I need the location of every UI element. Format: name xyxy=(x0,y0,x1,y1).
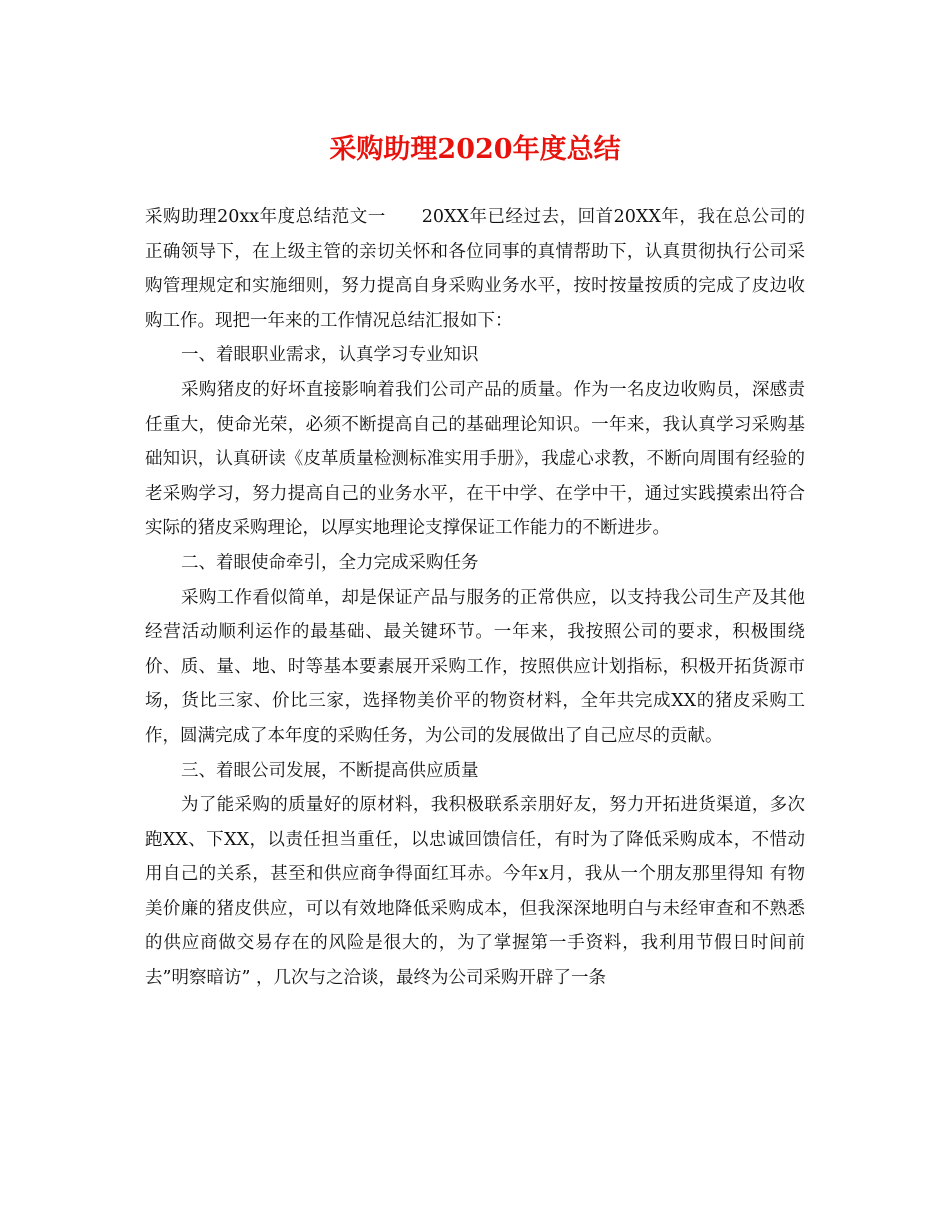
document-body xyxy=(145,200,805,996)
section-heading-1: 一、着眼职业需求，认真学习专业知识 xyxy=(181,345,479,366)
intro-paragraph: 采购助理20xx年度总结范文一 20XX年已经过去，回首20XX年，我在总公司的正确领导下，在上级主管的亲切关怀和各位同事的真情帮助下，认真贯彻执行公司采购管理规定和实施细则，努力提高自身采购业务水平，按时按量按质的完成了皮边收购工作。现把一年来的工作情况总结汇报如下： xyxy=(145,207,805,331)
section-heading-3: 三、着眼公司发展，不断提高供应质量 xyxy=(181,760,479,781)
section-heading-2: 二、着眼使命牵引，全力完成采购任务 xyxy=(181,552,479,573)
section-paragraph-2: 采购工作看似简单，却是保证产品与服务的正常供应，以支持我公司生产及其他经营活动顺利运作的最基础、最关键环节。一年来，我按照公司的要求，积极围绕价、质、量、地、时等基本要素展开采购工作，按照供应计划指标，积极开拓货源市场，货比三家、价比三家，选择物美价平的物资材料，全年共完成XX的猪皮采购工作，圆满完成了本年度的采购任务，为公司的发展做出了自己应尽的贡献。 xyxy=(145,587,805,746)
document-title: 采购助理2020年度总结 xyxy=(329,134,621,165)
section-paragraph-1: 采购猪皮的好坏直接影响着我们公司产品的质量。作为一名皮边收购员，深感责任重大，使命光荣，必须不断提高自己的基础理论知识。一年来，我认真学习采购基础知识，认真研读《皮革质量检测标准实用手册》，我虚心求教，不断向周围有经验的老采购学习，努力提高自己的业务水平，在干中学、在学中干，通过实践摸索出符合实际的猪皮采购理论，以厚实地理论支撑保证工作能力的不断进步。 xyxy=(145,379,805,539)
section-paragraph-3: 为了能采购的质量好的原材料，我积极联系亲朋好友，努力开拓进货渠道，多次跑XX、下XX，以责任担当重任，以忠诚回馈信任，有时为了降低采购成本，不惜动用自己的关系，甚至和供应商争得面红耳赤。今年x月，我从一个朋友那里得知 有物美价廉的猪皮供应，可以有效地降低采购成本，但我深深地明白与未经审查和不熟悉的供应商做交易存在的风险是很大的，为了掌握第一手资料，我利用节假日时间前去”明察暗访” ，几次与之洽谈，最终为公司采购开辟了一条 xyxy=(145,795,805,989)
